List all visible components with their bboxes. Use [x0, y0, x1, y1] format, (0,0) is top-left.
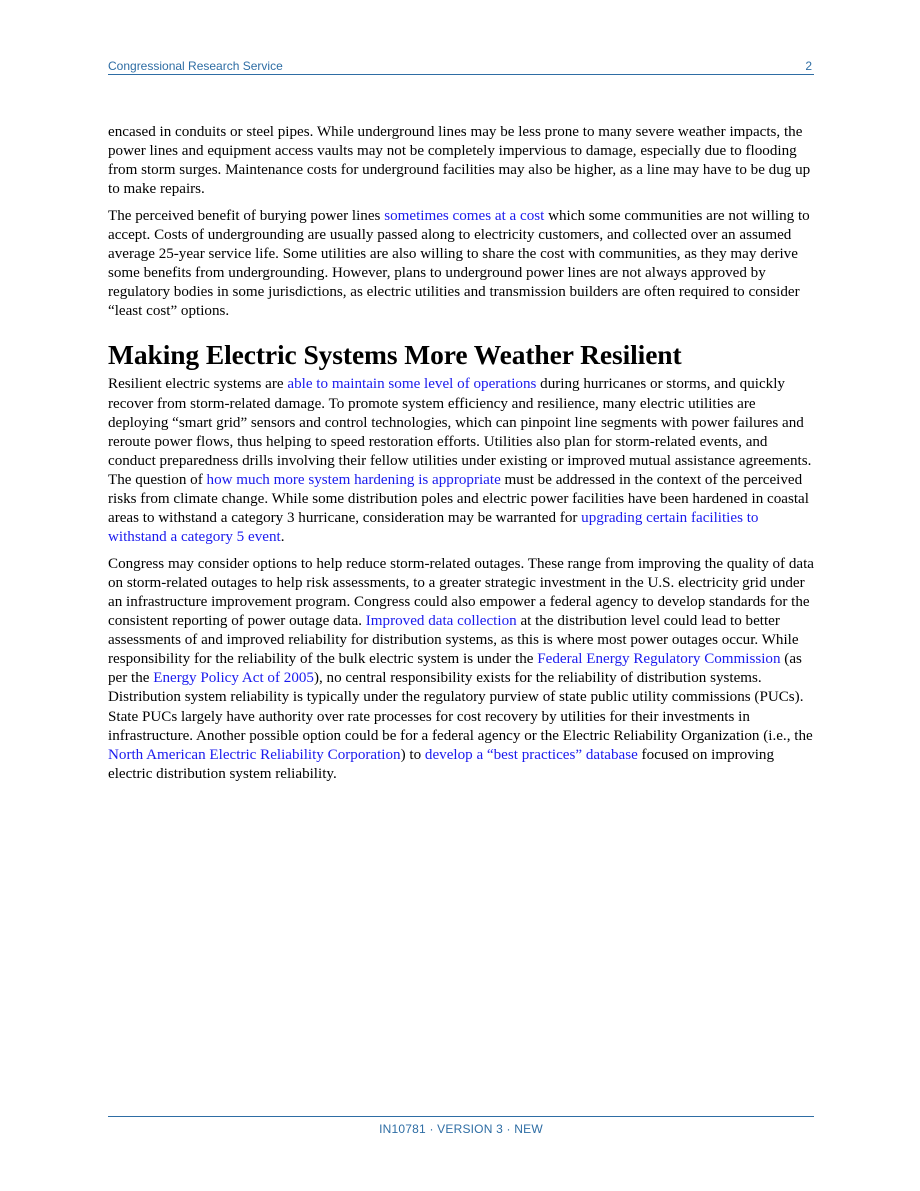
document-body [108, 123, 814, 791]
link-maintain-operations[interactable]: able to maintain some level of operations [287, 376, 537, 393]
link-energy-policy-act[interactable]: Energy Policy Act of 2005 [153, 670, 314, 687]
link-best-practices-database[interactable]: develop a “best practices” database [424, 746, 638, 763]
section-heading: Making Electric Systems More Weather Resilient [108, 339, 682, 371]
paragraph-text: Congress may consider options to help reduce storm-related outages. These range from improving the quality of data on storm-related outages to help risk assessments, to a greater strategic investment in the U.S. electricity grid under an infrastructure improvement program. Congress could also empower a federal agency to develop standards for the consistent reporting of power outage data. [108, 555, 815, 630]
paragraph-text: ) to [400, 746, 425, 763]
link-nerc[interactable]: North American Electric Reliability Corporation [108, 746, 401, 763]
paragraph-text: The perceived benefit of burying power lines [108, 207, 385, 224]
paragraph-text: Resilient electric systems are [108, 376, 288, 393]
link-ferc[interactable]: Federal Energy Regulatory Commission [537, 651, 781, 668]
paragraph-text: during hurricanes or storms, and quickly recover from storm-related damage. To promote system efficiency and resilience, many electric utilities are deploying “smart grid” sensors and control technologies, which can pinpoint line segments with power failures and reroute power flows, thus helping to speed restoration efforts. Utilities also plan for storm-related events, and conduct preparedness drills involving their fellow utilities under existing or improved mutual assistance agreements. The question of [108, 376, 812, 488]
link-sometimes-comes-at-a-cost[interactable]: sometimes comes at a cost [384, 207, 545, 224]
paragraph-text: which some communities are not willing to accept. Costs of undergrounding are usually passed along to electricity customers, and collected over an assumed average 25-year service life. Some utilities are also willing to share the cost with communities, as they may derive some benefits from undergrounding. However, plans to underground power lines are not always approved by regulatory bodies in some jurisdictions, as electric utilities and transmission builders are often required to consider “least cost” options. [108, 207, 810, 320]
paragraph-text: encased in conduits or steel pipes. While underground lines may be less prone to many severe weather impacts, the power lines and equipment access vaults may not be completely impervious to damage, especially due to flooding from storm surges. Maintenance costs for underground facilities may also be higher, as a line may have to be dug up to make repairs. [108, 124, 811, 198]
paragraph-text: at the distribution level could lead to better assessments of and improved reliability for distribution systems, as this is where most power outages occur. While responsibility for the reliability of the bulk electric system is under the [108, 613, 799, 668]
paragraph-resilient-systems [108, 375, 814, 547]
page-header [108, 58, 814, 75]
link-system-hardening[interactable]: how much more system hardening is appropriate [206, 471, 501, 488]
paragraph-text: focused on improving electric distribution system reliability. [108, 746, 775, 782]
header-organization: Congressional Research Service [108, 59, 283, 73]
link-category-5-upgrade[interactable]: upgrading certain facilities to withstand a category 5 event [108, 510, 759, 546]
paragraph-text: (as per the [108, 651, 802, 687]
paragraph-text: . [280, 529, 285, 546]
link-improved-data-collection[interactable]: Improved data collection [365, 613, 517, 630]
page-number: 2 [805, 59, 812, 73]
paragraph-text: ), no central responsibility exists for the reliability of distribution systems. Distribution system reliability is typically under the regulatory purview of state public utility commissions (PUCs). State PUCs largely have authority over rate processes for cost recovery by utilities for their investments in infrastructure. Another possible option could be for a federal agency or the Electric Reliability Organization (i.e., the [108, 670, 813, 744]
paragraph-burying-cost [108, 207, 814, 322]
page-footer [108, 1116, 814, 1136]
paragraph-undergrounding-continued [108, 123, 814, 199]
paragraph-text: must be addressed in the context of the perceived risks from climate change. While some distribution poles and electric power facilities have been hardened in coastal areas to withstand a category 3 hurricane, consideration may be warranted for [108, 471, 809, 527]
paragraph-congress-options [108, 555, 814, 784]
footer-label: IN10781 · VERSION 3 · NEW [379, 1122, 543, 1136]
